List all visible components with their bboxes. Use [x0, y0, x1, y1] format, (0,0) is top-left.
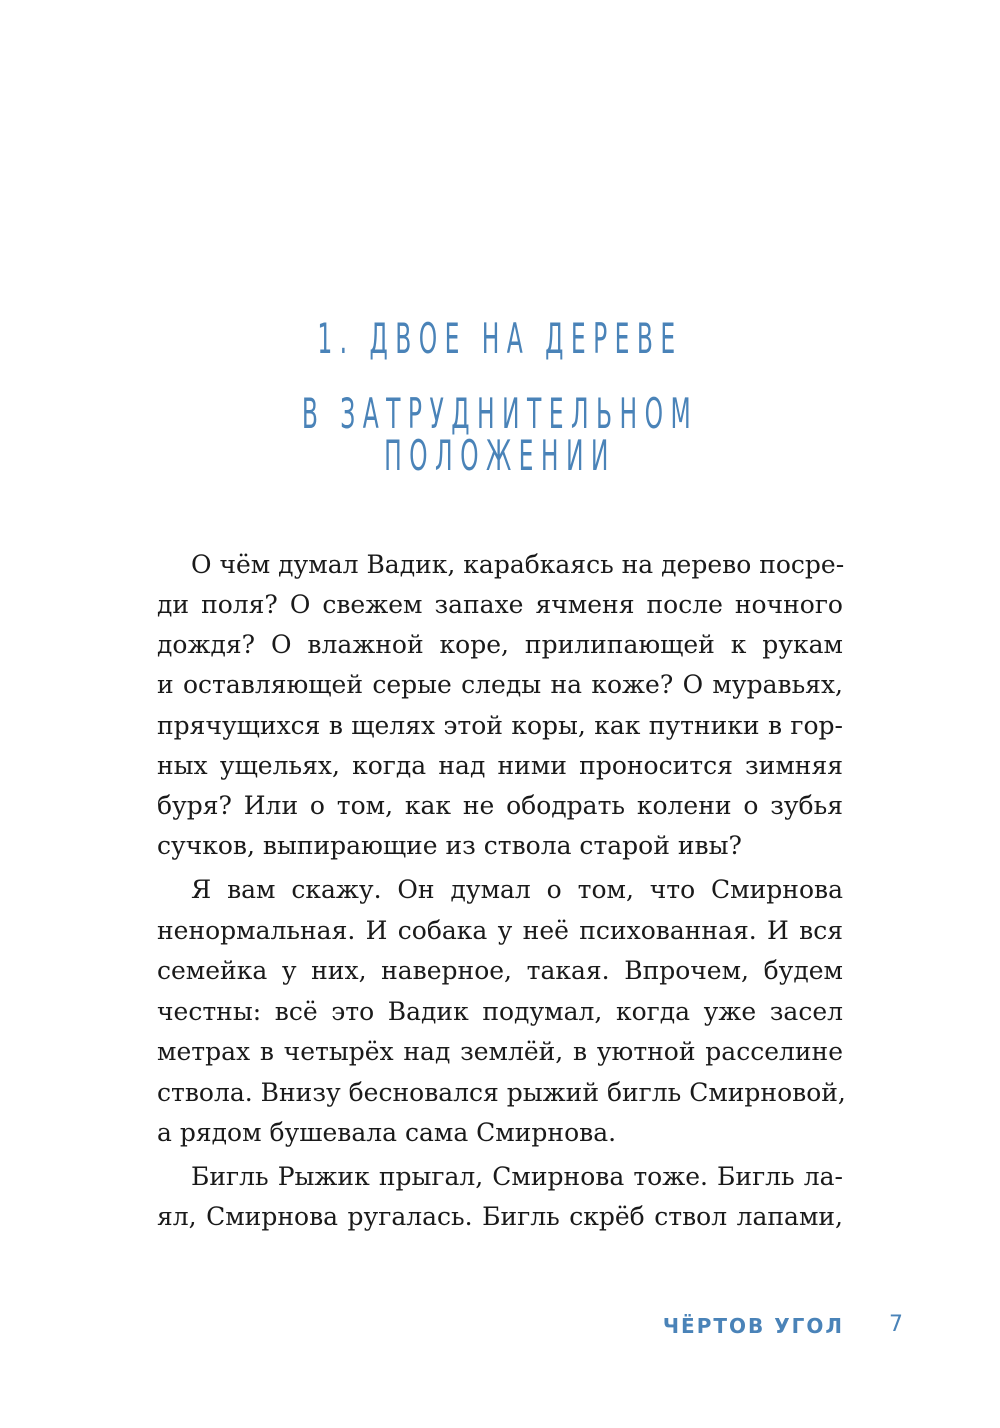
page-number: 7 [889, 1312, 903, 1337]
text-line: честны: всё это Вадик подумал, когда уже засел [157, 997, 843, 1026]
text-line: семейка у них, наверное, такая. Впрочем, будем [157, 956, 843, 985]
text-line: дождя? О влажной коре, прилипающей к рукам [157, 630, 843, 659]
text-line: и оставляющей серые следы на коже? О муравьях, [157, 670, 843, 699]
text-line: Бигль Рыжик прыгал, Смирнова тоже. Бигль ла- [191, 1162, 843, 1191]
text-line: сучков, выпирающие из ствола старой ивы? [157, 831, 742, 860]
text-line: ял, Смирнова ругалась. Бигль скрёб ствол лапами, [157, 1202, 843, 1231]
text-line: ных ущельях, когда над ними проносится зимняя [157, 751, 843, 780]
running-footer-book-title: ЧЁРТОВ УГОЛ [662, 1314, 844, 1338]
text-line: метрах в четырёх над землёй, в уютной расселине [157, 1037, 843, 1066]
text-line: прячущихся в щелях этой коры, как путники в гор- [157, 711, 843, 740]
text-line: а рядом бушевала сама Смирнова. [157, 1118, 617, 1147]
text-line: Я вам скажу. Он думал о том, что Смирнова [191, 875, 843, 904]
chapter-title-line-2: В ЗАТРУДНИТЕЛЬНОМ ПОЛОЖЕНИИ [301, 389, 699, 480]
text-line: ненормальная. И собака у неё психованная. И вся [157, 916, 843, 945]
text-line: ди поля? О свежем запахе ячменя после ночного [157, 590, 843, 619]
text-line: О чём думал Вадик, карабкаясь на дерево посре- [191, 550, 845, 579]
text-line: буря? Или о том, как не ободрать колени о зубья [157, 791, 843, 820]
chapter-title-line-1: 1. ДВОЕ НА ДЕРЕВЕ [317, 314, 683, 363]
text-line: ствола. Внизу бесновался рыжий бигль Смирновой, [157, 1078, 846, 1107]
